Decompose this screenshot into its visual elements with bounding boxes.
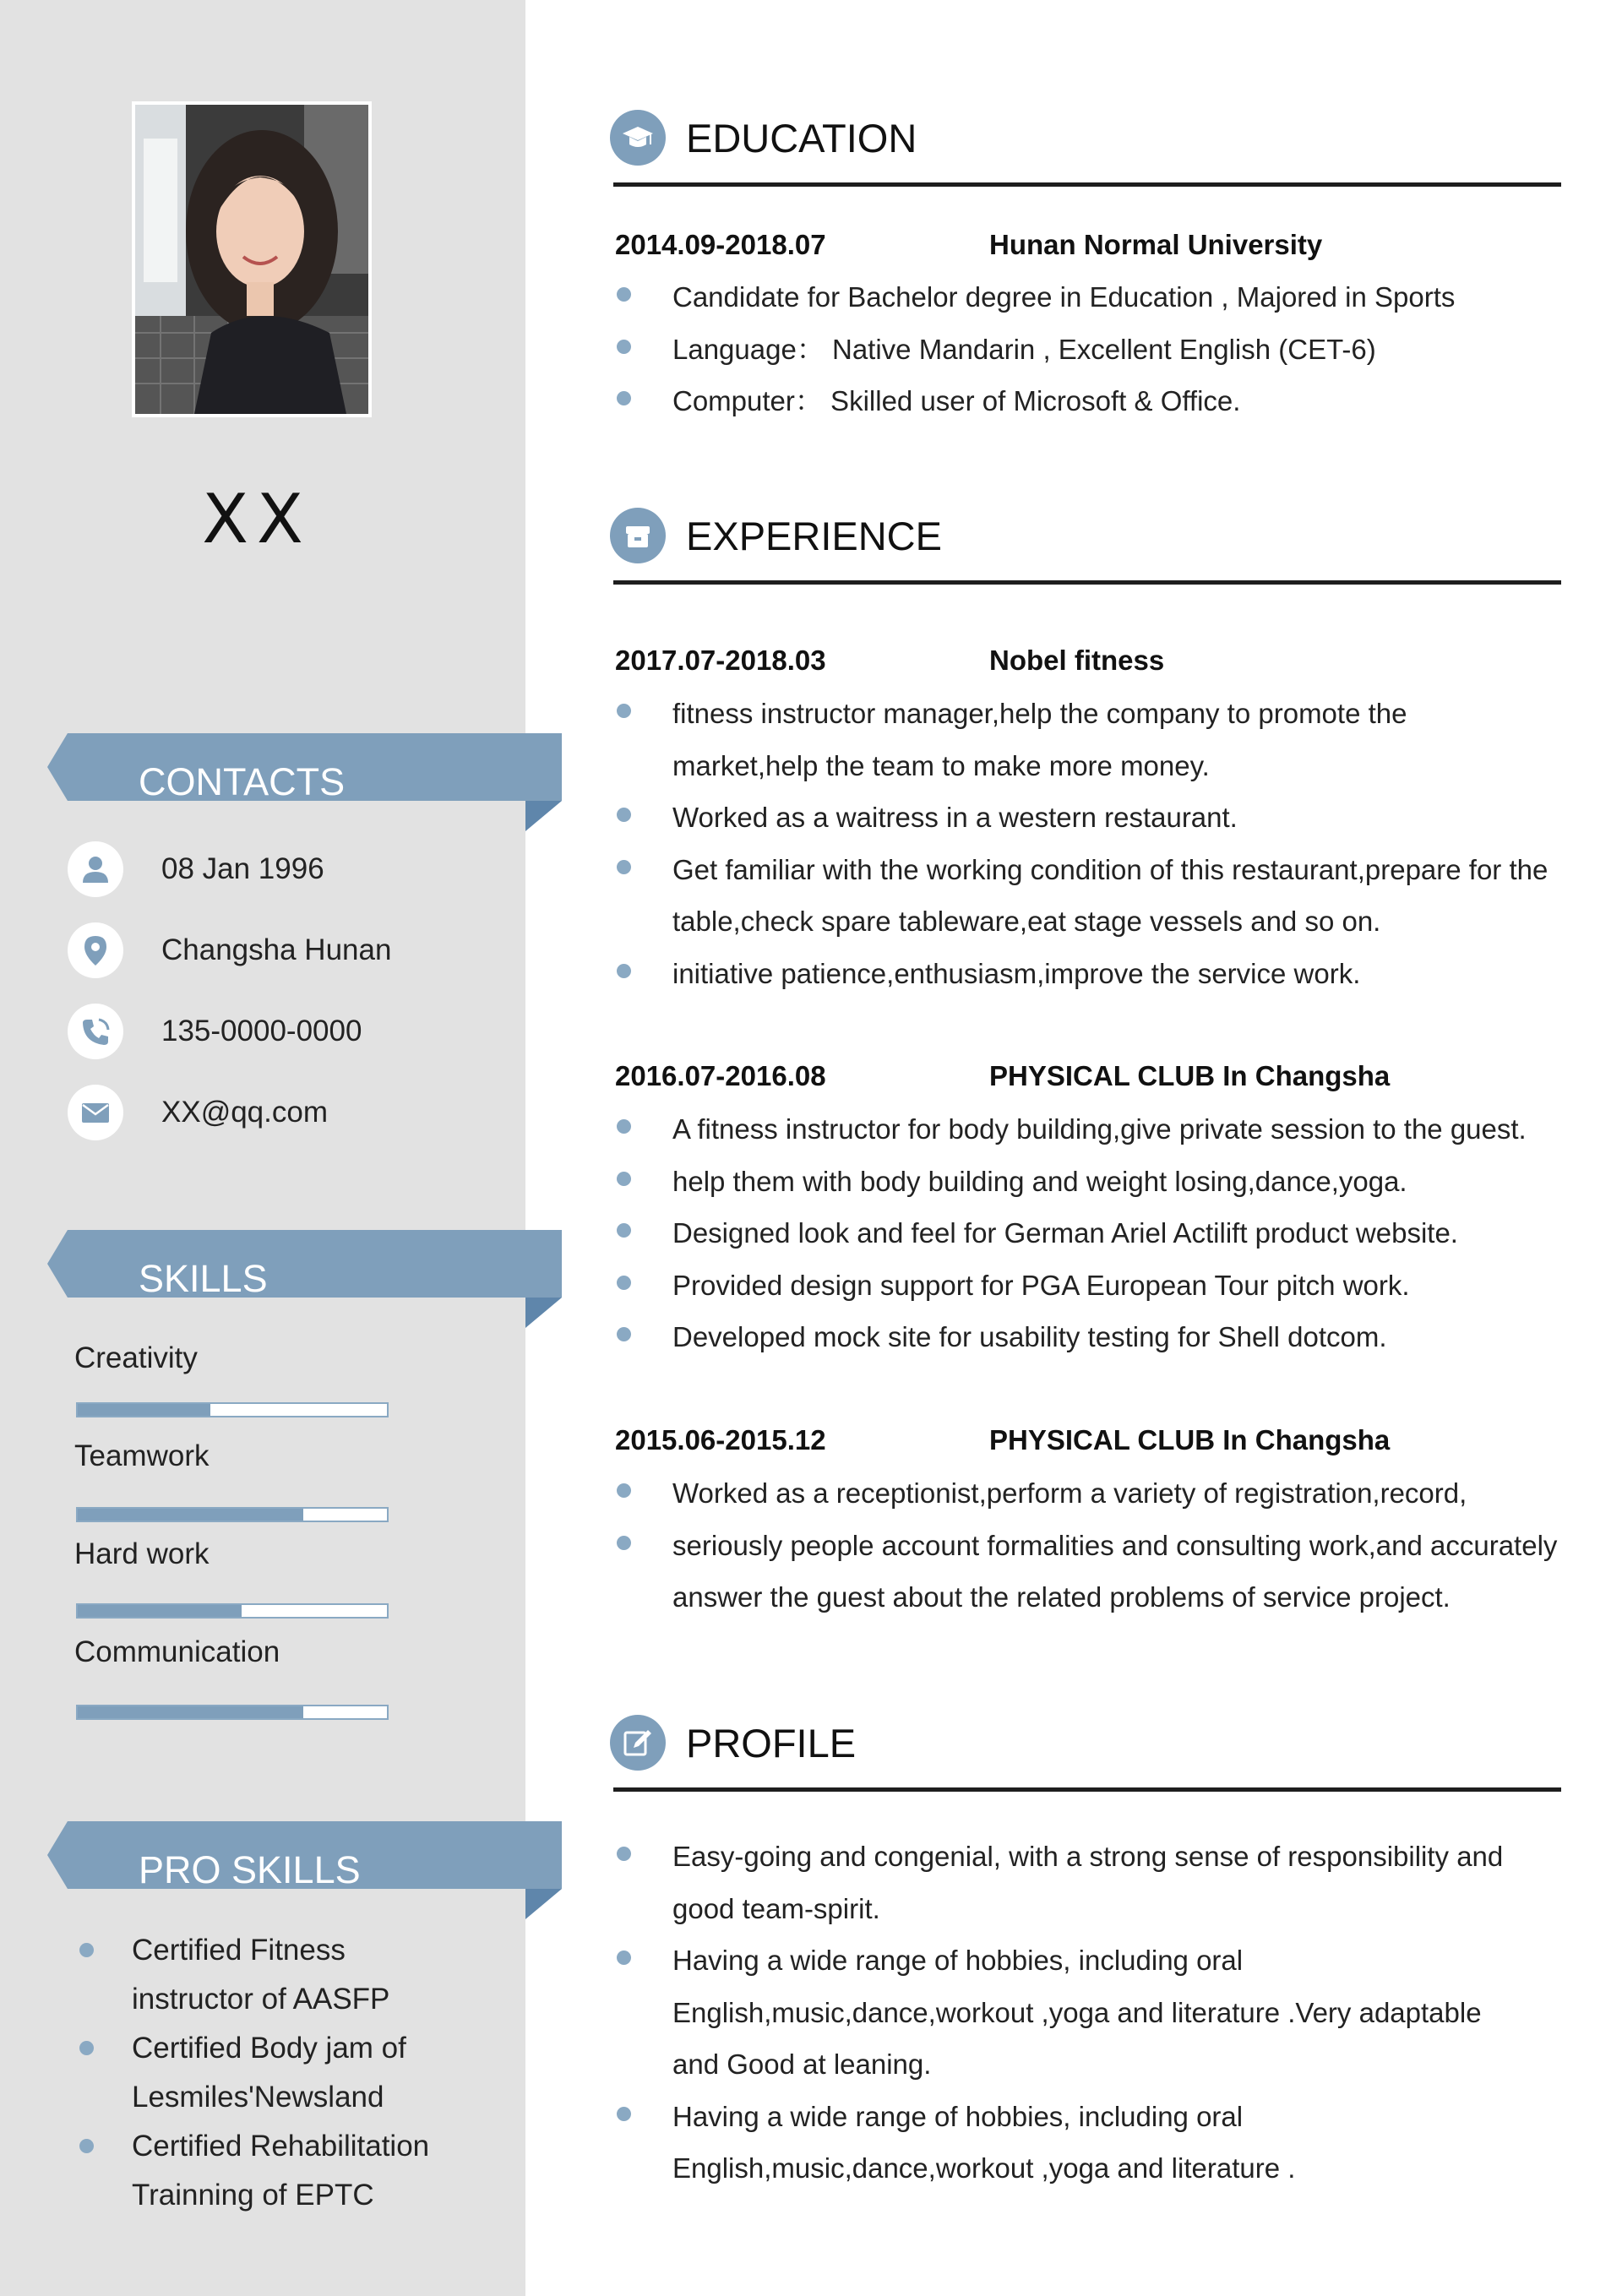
job-bullets (615, 1103, 1561, 1363)
bullet-dot (617, 340, 631, 354)
section-title: EDUCATION (686, 116, 917, 161)
list-item: Certified Rehabilitation Trainning of EPTC (68, 2122, 507, 2220)
email-text: XX@qq.com (161, 1096, 328, 1129)
job-bullets (615, 688, 1561, 999)
person-name: XX (202, 480, 312, 558)
bullet-dot (617, 1119, 631, 1134)
contact-email (68, 1085, 507, 1144)
ribbon-shape (0, 1227, 574, 1336)
phone-text: 135-0000-0000 (161, 1015, 362, 1047)
bullet-dot (617, 1223, 631, 1238)
skill-bar-fill (78, 1404, 210, 1416)
bullet-dot (617, 860, 631, 874)
list-item: help them with body building and weight losing,dance,yoga. (615, 1156, 1561, 1208)
location-pin-icon (68, 922, 123, 978)
section-title: EXPERIENCE (686, 514, 942, 558)
entry-date: 2016.07-2016.08 (615, 1060, 826, 1091)
section-divider (613, 182, 1561, 187)
person-icon (68, 841, 123, 897)
skill-bar (76, 1402, 389, 1417)
list-item: Having a wide range of hobbies, including oral English,music,dance,workout ,yoga and literature . (615, 2091, 1561, 2195)
pro-skills-list (68, 1926, 507, 2220)
skill-bar-fill (78, 1605, 242, 1617)
skill-label: Teamwork (74, 1439, 210, 1472)
skill-bar (76, 1507, 389, 1522)
graduation-cap-icon (610, 110, 666, 166)
list-item: Certified Fitness instructor of AASFP (68, 1926, 507, 2024)
contact-phone (68, 1004, 507, 1063)
bullet-dot (79, 2041, 94, 2055)
skills-heading: SKILLS (139, 1257, 268, 1300)
list-item: Get familiar with the working condition of this restaurant,prepare for the table,check spare tableware,eat stage vessels and so on. (615, 844, 1561, 948)
list-item: Having a wide range of hobbies, including oral English,music,dance,workout ,yoga and literature .Very adaptable and Good at leaning. (615, 1934, 1561, 2091)
skill-bar-fill (78, 1706, 303, 1718)
education-bullets (615, 271, 1561, 427)
birthdate-text: 08 Jan 1996 (161, 852, 324, 885)
skill-label: Hard work (74, 1537, 210, 1570)
bullet-dot (617, 1483, 631, 1498)
bullet-dot (617, 1172, 631, 1186)
list-item: Language： Native Mandarin , Excellent English (CET-6) (615, 324, 1561, 376)
education-entry-header (615, 224, 1544, 266)
skill-bar (76, 1705, 389, 1720)
list-item: Worked as a waitress in a western restaurant. (615, 792, 1561, 844)
bullet-dot (617, 1276, 631, 1290)
list-item: initiative patience,enthusiasm,improve the service work. (615, 948, 1561, 1000)
profile-bullets (615, 1831, 1561, 2195)
list-item: Candidate for Bachelor degree in Education , Majored in Sports (615, 271, 1561, 324)
job-entry-header (615, 639, 1544, 682)
list-item: seriously people account formalities and consulting work,and accurately answer the guest about the related problems of service project. (615, 1520, 1561, 1624)
experience-section-header (610, 503, 1561, 579)
job-entry-header (615, 1419, 1544, 1461)
bullet-dot (617, 704, 631, 718)
section-divider (613, 1787, 1561, 1792)
profile-section-header (610, 1710, 1561, 1786)
pro-skills-ribbon (0, 1818, 574, 1928)
entry-organization: Nobel fitness (989, 645, 1165, 676)
bullet-dot (617, 1327, 631, 1341)
phone-icon (68, 1004, 123, 1059)
list-item: A fitness instructor for body building,give private session to the guest. (615, 1103, 1561, 1156)
bullet-dot (617, 808, 631, 822)
skills-ribbon (0, 1227, 574, 1336)
bullet-dot (79, 2139, 94, 2153)
bullet-dot (617, 964, 631, 978)
job-bullets (615, 1467, 1561, 1624)
entry-date: 2017.07-2018.03 (615, 645, 826, 676)
contacts-heading: CONTACTS (139, 760, 346, 803)
entry-organization: PHYSICAL CLUB In Changsha (989, 1424, 1391, 1455)
entry-school: Hunan Normal University (989, 229, 1323, 260)
section-title: PROFILE (686, 1721, 857, 1766)
briefcase-icon (610, 508, 666, 563)
contact-location (68, 922, 507, 982)
pro-skills-heading: PRO SKILLS (139, 1848, 361, 1891)
bullet-dot (617, 391, 631, 405)
list-item: fitness instructor manager,help the company to promote the market,help the team to make more money. (615, 688, 1561, 792)
entry-date: 2014.09-2018.07 (615, 229, 826, 260)
bullet-dot (617, 1951, 631, 1965)
education-section-header (610, 105, 1561, 181)
envelope-icon (68, 1085, 123, 1140)
bullet-dot (79, 1943, 94, 1957)
list-item: Certified Body jam of Lesmiles'Newsland (68, 2024, 507, 2122)
skill-bar (76, 1603, 389, 1619)
bullet-dot (617, 287, 631, 302)
pencil-edit-icon (610, 1715, 666, 1771)
portrait-image (135, 105, 368, 414)
profile-photo (132, 101, 372, 417)
contact-birthdate (68, 841, 507, 900)
entry-date: 2015.06-2015.12 (615, 1424, 826, 1455)
list-item: Provided design support for PGA European Tour pitch work. (615, 1260, 1561, 1312)
list-item: Easy-going and congenial, with a strong sense of responsibility and good team-spirit. (615, 1831, 1561, 1934)
entry-organization: PHYSICAL CLUB In Changsha (989, 1060, 1391, 1091)
list-item: Developed mock site for usability testing for Shell dotcom. (615, 1311, 1561, 1363)
skill-label: Communication (74, 1635, 280, 1668)
skill-bar-fill (78, 1509, 303, 1521)
bullet-dot (617, 1847, 631, 1861)
list-item: Designed look and feel for German Ariel Actilift product website. (615, 1207, 1561, 1260)
skill-label: Creativity (74, 1341, 198, 1374)
contacts-ribbon (0, 730, 574, 840)
list-item: Worked as a receptionist,perform a variety of registration,record, (615, 1467, 1561, 1520)
bullet-dot (617, 1536, 631, 1550)
location-text: Changsha Hunan (161, 933, 392, 966)
section-divider (613, 580, 1561, 585)
job-entry-header (615, 1055, 1544, 1097)
list-item: Computer： Skilled user of Microsoft & Office. (615, 375, 1561, 427)
bullet-dot (617, 2107, 631, 2121)
